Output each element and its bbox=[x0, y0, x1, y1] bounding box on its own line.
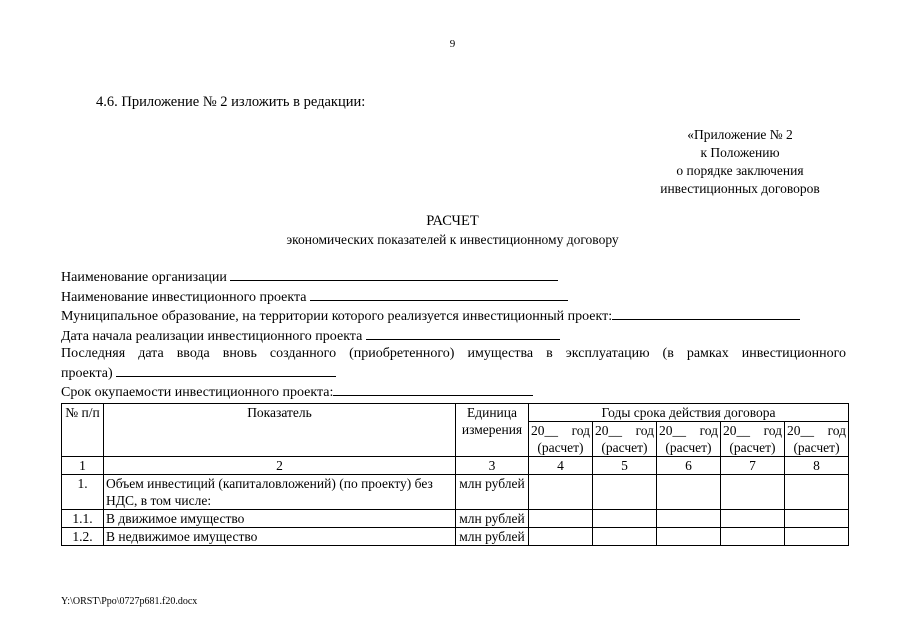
indicators-table bbox=[61, 403, 849, 546]
value-cell[interactable] bbox=[657, 510, 721, 528]
blank-line bbox=[230, 267, 558, 281]
form-fields bbox=[61, 267, 846, 402]
document-subtitle: экономических показателей к инвестиционному договору bbox=[286, 232, 619, 247]
row-indicator: В движимое имущество bbox=[104, 510, 456, 528]
annex-line: «Приложение № 2 bbox=[687, 127, 793, 142]
row-num: 1. bbox=[62, 475, 104, 510]
row-num: 1.2. bbox=[62, 528, 104, 546]
value-cell[interactable] bbox=[593, 528, 657, 546]
column-number: 5 bbox=[593, 457, 657, 475]
instruction-text: 4.6. Приложение № 2 изложить в редакции: bbox=[96, 94, 366, 110]
column-number-row bbox=[62, 457, 849, 475]
value-cell[interactable] bbox=[657, 475, 721, 510]
column-number: 4 bbox=[529, 457, 593, 475]
year-header: 20__ год (расчет) bbox=[785, 422, 849, 457]
field-label: Наименование организации bbox=[61, 270, 227, 285]
column-number: 7 bbox=[721, 457, 785, 475]
field-label: Муниципальное образование, на территории которого реализуется инвестиционный проект: bbox=[61, 309, 613, 324]
row-unit: млн рублей bbox=[456, 475, 529, 510]
year-header: 20__ год (расчет) bbox=[657, 422, 721, 457]
row-indicator: В недвижимое имущество bbox=[104, 528, 456, 546]
value-cell[interactable] bbox=[657, 528, 721, 546]
value-cell[interactable] bbox=[721, 475, 785, 510]
file-path-footer: Y:\ORST\Ppo\0727p681.f20.docx bbox=[61, 596, 198, 607]
field-organization bbox=[61, 267, 846, 287]
field-last-date bbox=[61, 345, 846, 363]
year-header: 20__ год (расчет) bbox=[529, 422, 593, 457]
blank-line bbox=[366, 326, 560, 340]
column-number: 6 bbox=[657, 457, 721, 475]
field-start-date bbox=[61, 326, 846, 346]
field-label: Наименование инвестиционного проекта bbox=[61, 289, 307, 305]
field-label: проекта) bbox=[61, 365, 113, 381]
row-unit: млн рублей bbox=[456, 510, 529, 528]
blank-line bbox=[612, 306, 800, 320]
table-row bbox=[62, 510, 849, 528]
value-cell[interactable] bbox=[593, 510, 657, 528]
value-cell[interactable] bbox=[785, 475, 849, 510]
field-project bbox=[61, 287, 846, 307]
page-number: 9 bbox=[449, 38, 456, 50]
header-unit: Единица измерения bbox=[456, 404, 529, 457]
column-number: 3 bbox=[456, 457, 529, 475]
field-label: Срок окупаемости инвестиционного проекта: bbox=[61, 385, 334, 400]
header-indicator: Показатель bbox=[104, 404, 456, 457]
table-row bbox=[62, 528, 849, 546]
column-number: 8 bbox=[785, 457, 849, 475]
value-cell[interactable] bbox=[529, 510, 593, 528]
column-number: 1 bbox=[62, 457, 104, 475]
document-title: РАСЧЕТ bbox=[426, 213, 479, 229]
field-last-date-cont bbox=[61, 363, 846, 383]
row-num: 1.1. bbox=[62, 510, 104, 528]
blank-line bbox=[116, 363, 336, 377]
field-label: Дата начала реализации инвестиционного проекта bbox=[61, 328, 363, 344]
year-header: 20__ год (расчет) bbox=[721, 422, 785, 457]
value-cell[interactable] bbox=[529, 528, 593, 546]
annex-line: к Положению bbox=[700, 145, 780, 160]
value-cell[interactable] bbox=[593, 475, 657, 510]
field-municipality bbox=[61, 306, 846, 326]
value-cell[interactable] bbox=[721, 510, 785, 528]
table-row bbox=[62, 475, 849, 510]
value-cell[interactable] bbox=[721, 528, 785, 546]
annex-header bbox=[640, 126, 840, 198]
value-cell[interactable] bbox=[785, 528, 849, 546]
blank-line bbox=[310, 287, 568, 301]
field-payback bbox=[61, 382, 846, 402]
table-header-row bbox=[62, 404, 849, 422]
row-indicator: Объем инвестиций (капиталовложений) (по проекту) без НДС, в том числе: bbox=[104, 475, 456, 510]
value-cell[interactable] bbox=[785, 510, 849, 528]
value-cell[interactable] bbox=[529, 475, 593, 510]
header-num: № п/п bbox=[62, 404, 104, 457]
year-header: 20__ год (расчет) bbox=[593, 422, 657, 457]
row-unit: млн рублей bbox=[456, 528, 529, 546]
annex-line: инвестиционных договоров bbox=[660, 181, 820, 196]
column-number: 2 bbox=[104, 457, 456, 475]
header-years: Годы срока действия договора bbox=[529, 404, 849, 422]
field-label: Последняя дата ввода вновь созданного (приобретенного) имущества в эксплуатацию (в рамках инвестиционного bbox=[61, 346, 846, 361]
annex-line: о порядке заключения bbox=[676, 163, 804, 178]
blank-line bbox=[333, 382, 533, 396]
